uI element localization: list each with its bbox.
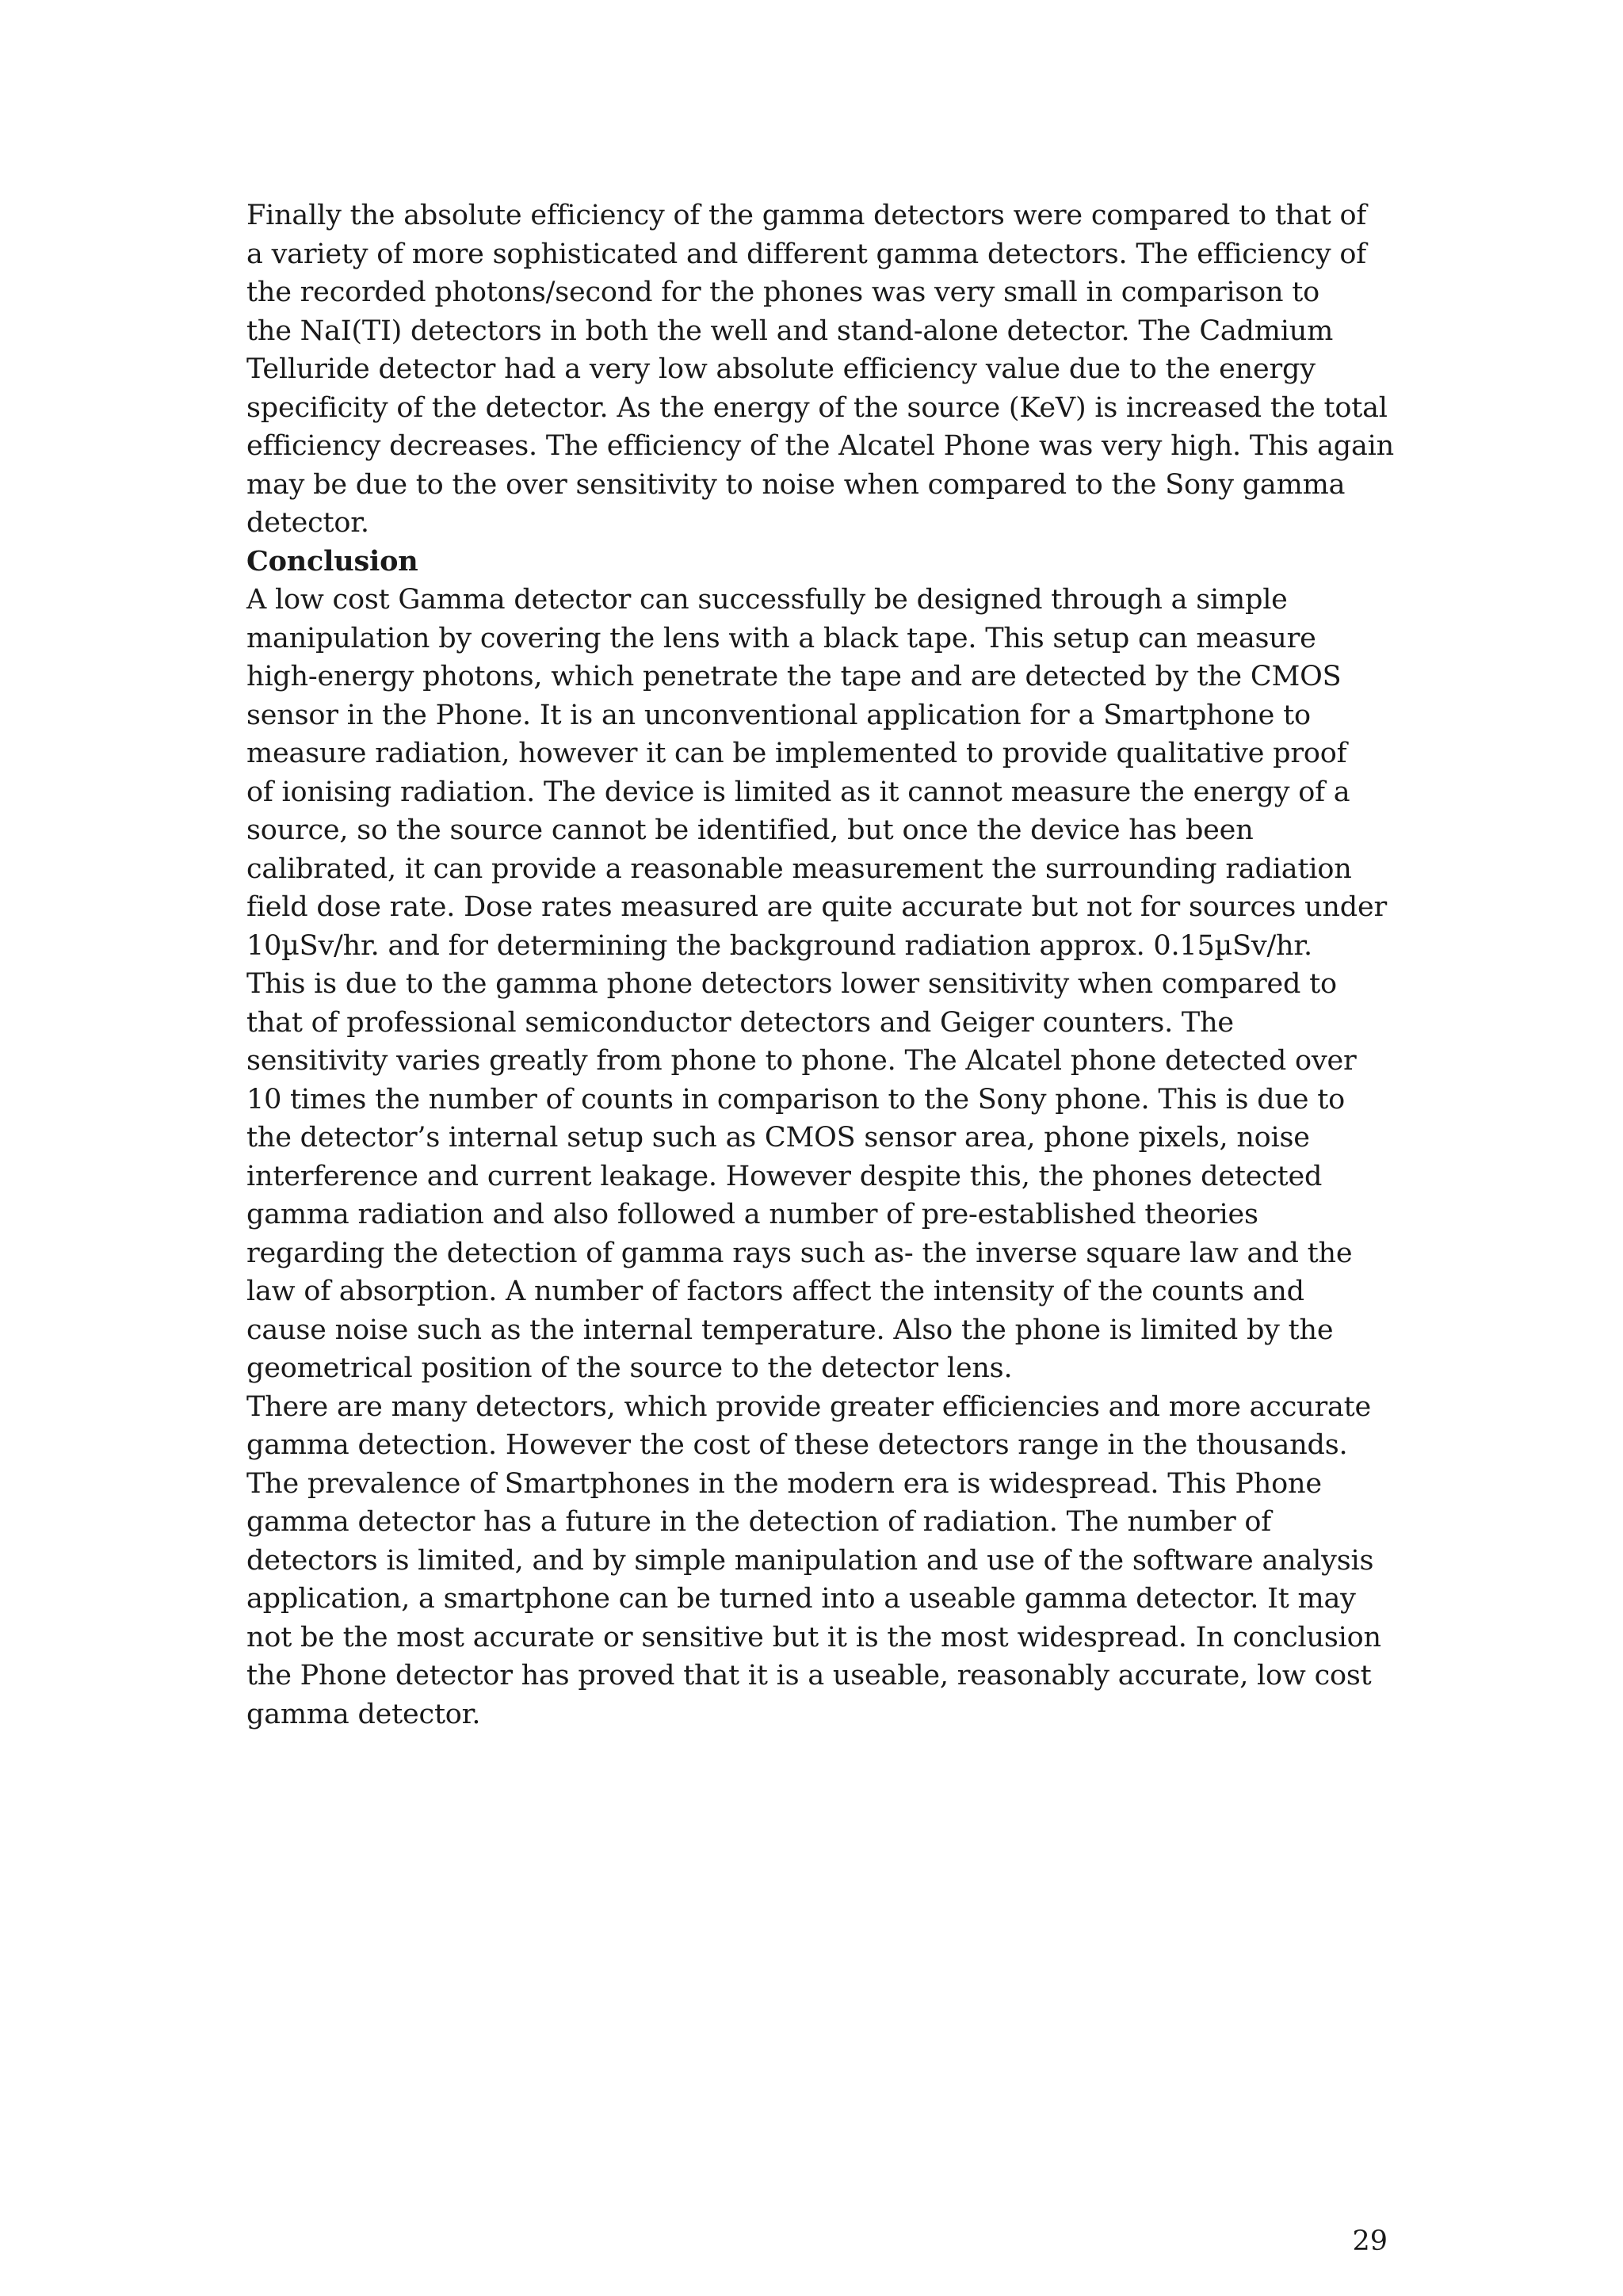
text-line: measure radiation, however it can be implemented to provide qualitative proof [246, 738, 1347, 769]
section-heading-conclusion: Conclusion [246, 544, 418, 578]
text-line: detector. [246, 507, 369, 539]
text-line: sensitivity varies greatly from phone to phone. The Alcatel phone detected over [246, 1045, 1357, 1077]
text-line: gamma detection. However the cost of these detectors range in the thousands. [246, 1429, 1348, 1461]
text-line: efficiency decreases. The efficiency of the Alcatel Phone was very high. This again [246, 430, 1394, 462]
text-line: not be the most accurate or sensitive but it is the most widespread. In conclusion [246, 1621, 1381, 1653]
text-line: the recorded photons/second for the phones was very small in comparison to [246, 277, 1320, 308]
text-line: cause noise such as the internal temperature. Also the phone is limited by the [246, 1314, 1334, 1346]
text-line: field dose rate. Dose rates measured are quite accurate but not for sources under [246, 891, 1387, 923]
text-line: gamma detector. [246, 1698, 481, 1730]
page-number: 29 [1352, 2225, 1388, 2257]
conclusion-paragraph-2 [246, 1388, 1388, 1734]
text-line: law of absorption. A number of factors affect the intensity of the counts and [246, 1276, 1304, 1307]
page-content [246, 196, 1394, 1733]
text-line: calibrated, it can provide a reasonable measurement the surrounding radiation [246, 852, 1352, 885]
text-line: detectors is limited, and by simple manipulation and use of the software analysis [246, 1544, 1374, 1577]
conclusion-paragraph-1 [246, 581, 1388, 1388]
text-line: of ionising radiation. The device is limited as it cannot measure the energy of a [246, 776, 1350, 808]
text-line: specificity of the detector. As the energy of the source (KeV) is increased the total [246, 391, 1388, 424]
text-line: sensor in the Phone. It is an unconventional application for a Smartphone to [246, 699, 1311, 731]
text-line: Telluride detector had a very low absolute efficiency value due to the energy [246, 353, 1316, 385]
text-line: that of professional semiconductor detectors and Geiger counters. The [246, 1006, 1234, 1039]
text-line: 10 times the number of counts in comparison to the Sony phone. This is due to [246, 1083, 1345, 1116]
intro-paragraph [246, 196, 1394, 543]
text-line: the detector’s internal setup such as CMOS sensor area, phone pixels, noise [246, 1122, 1310, 1154]
text-line: gamma radiation and also followed a number of pre-established theories [246, 1199, 1258, 1230]
text-line: interference and current leakage. However despite this, the phones detected [246, 1160, 1323, 1192]
text-line: manipulation by covering the lens with a black tape. This setup can measure [246, 622, 1316, 654]
text-line: a variety of more sophisticated and different gamma detectors. The efficiency of [246, 238, 1367, 270]
text-line: regarding the detection of gamma rays such as- the inverse square law and the [246, 1237, 1353, 1269]
text-line: gamma detector has a future in the detection of radiation. The number of [246, 1506, 1272, 1538]
text-line: may be due to the over sensitivity to noise when compared to the Sony gamma [246, 468, 1346, 501]
text-line: A low cost Gamma detector can successfully be designed through a simple [246, 584, 1288, 616]
text-line: the Phone detector has proved that it is a useable, reasonably accurate, low cost [246, 1660, 1372, 1691]
text-line: The prevalence of Smartphones in the modern era is widespread. This Phone [246, 1467, 1322, 1500]
text-line: source, so the source cannot be identified, but once the device has been [246, 814, 1254, 846]
text-line: geometrical position of the source to the detector lens. [246, 1352, 1013, 1384]
text-line: the NaI(TI) detectors in both the well and stand-alone detector. The Cadmium [246, 315, 1334, 347]
text-line: high-energy photons, which penetrate the tape and are detected by the CMOS [246, 661, 1342, 692]
text-line: There are many detectors, which provide greater efficiencies and more accurate [246, 1390, 1372, 1423]
text-line: This is due to the gamma phone detectors lower sensitivity when compared to [246, 968, 1337, 1000]
text-line: application, a smartphone can be turned into a useable gamma detector. It may [246, 1583, 1356, 1615]
text-line: Finally the absolute efficiency of the gamma detectors were compared to that of [246, 200, 1367, 231]
text-line: 10µSv/hr. and for determining the background radiation approx. 0.15µSv/hr. [246, 929, 1312, 962]
